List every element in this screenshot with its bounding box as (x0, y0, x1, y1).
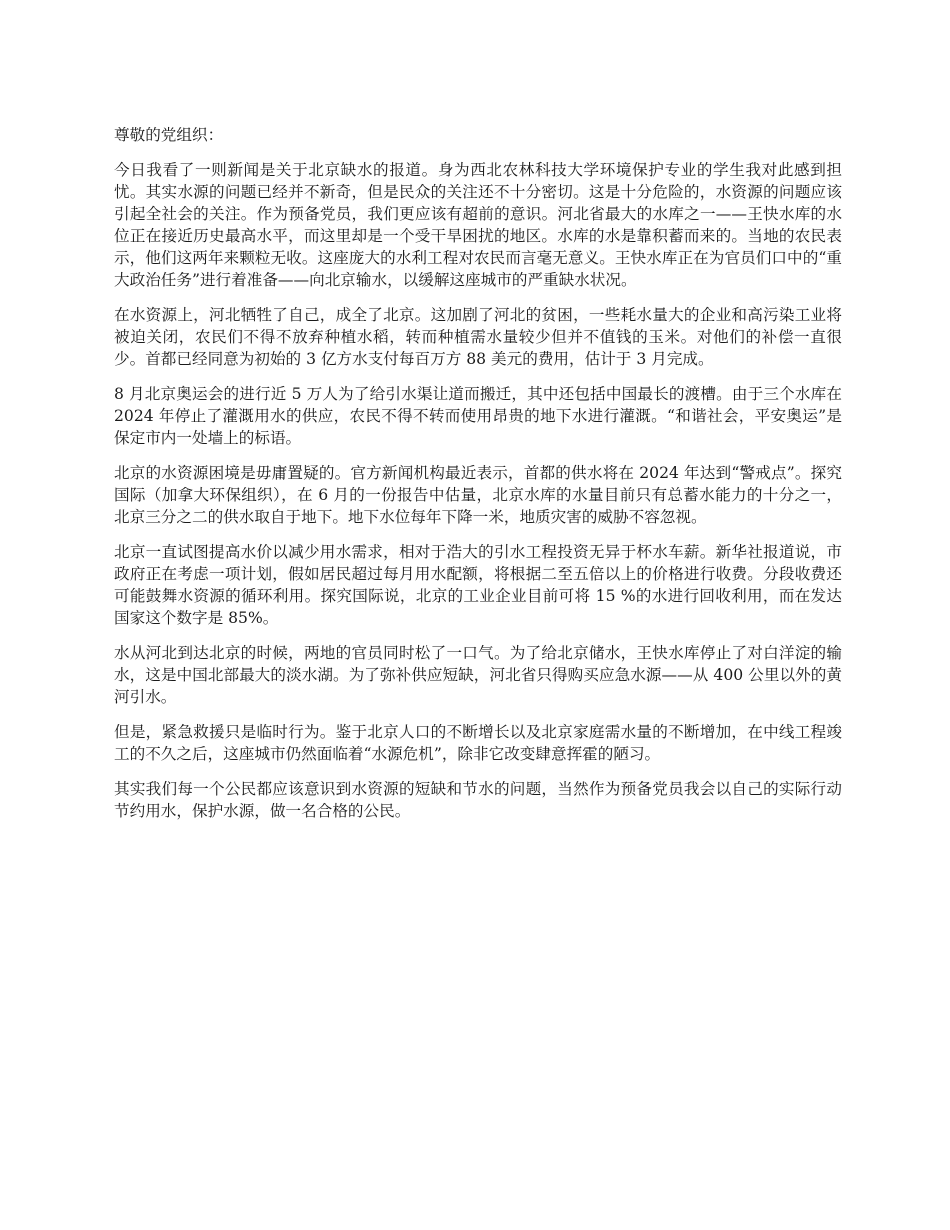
paragraph-4: 北京的水资源困境是毋庸置疑的。官方新闻机构最近表示，首都的供水将在 2024 年达到“警戒点”。探究国际（加拿大环保组织），在 6 月的一份报告中估量，北京水库的水量目前只有总蓄水能力的十分之一，北京三分之二的供水取自于地下。地下水位每年下降一米，地质灾害的威胁不容忽视。 (114, 464, 842, 526)
paragraph-1: 今日我看了一则新闻是关于北京缺水的报道。身为西北农林科技大学环境保护专业的学生我对此感到担忧。其实水源的问题已经并不新奇，但是民众的关注还不十分密切。这是十分危险的，水资源的问题应该引起全社会的关注。作为预备党员，我们更应该有超前的意识。河北省最大的水库之一——王快水库的水位正在接近历史最高水平，而这里却是一个受干旱困扰的地区。水库的水是靠积蓄而来的。当地的农民表示，他们这两年来颗粒无收。这座庞大的水利工程对农民而言毫无意义。王快水库正在为官员们口中的“重大政治任务”进行着准备——向北京输水，以缓解这座城市的严重缺水状况。 (114, 161, 842, 289)
paragraph-7: 但是，紧急救援只是临时行为。鉴于北京人口的不断增长以及北京家庭需水量的不断增加，在中线工程竣工的不久之后，这座城市仍然面临着“水源危机”，除非它改变肆意挥霍的陋习。 (114, 723, 842, 763)
salutation: 尊敬的党组织： (114, 126, 224, 144)
paragraph-2: 在水资源上，河北牺牲了自己，成全了北京。这加剧了河北的贫困，一些耗水量大的企业和高污染工业将被迫关闭，农民们不得不放弃种植水稻，转而种植需水量较少但并不值钱的玉米。对他们的补偿一直很少。首都已经同意为初始的 3 亿方水支付每百万方 88 美元的费用，估计于 3 月完成。 (114, 306, 842, 368)
paragraph-5: 北京一直试图提高水价以减少用水需求，相对于浩大的引水工程投资无异于杯水车薪。新华社报道说，市政府正在考虑一项计划，假如居民超过每月用水配额，将根据二至五倍以上的价格进行收费。分段收费还可能鼓舞水资源的循环利用。探究国际说，北京的工业企业目前可将 15 %的水进行回收利用，而在发达国家这个数字是 85%。 (114, 543, 842, 627)
paragraph-6: 水从河北到达北京的时候，两地的官员同时松了一口气。为了给北京储水，王快水库停止了对白洋淀的输水，这是中国北部最大的淡水湖。为了弥补供应短缺，河北省只得购买应急水源——从 400 公里以外的黄河引水。 (114, 644, 842, 706)
letter-body (114, 124, 842, 835)
paragraph-8: 其实我们每一个公民都应该意识到水资源的短缺和节水的问题，当然作为预备党员我会以自己的实际行动节约用水，保护水源，做一名合格的公民。 (114, 780, 842, 820)
paragraph-3: 8 月北京奥运会的进行近 5 万人为了给引水渠让道而搬迁，其中还包括中国最长的渡槽。由于三个水库在 2024 年停止了灌溉用水的供应，农民不得不转而使用昂贵的地下水进行灌溉。“和谐社会，平安奥运”是保定市内一处墙上的标语。 (114, 385, 842, 447)
